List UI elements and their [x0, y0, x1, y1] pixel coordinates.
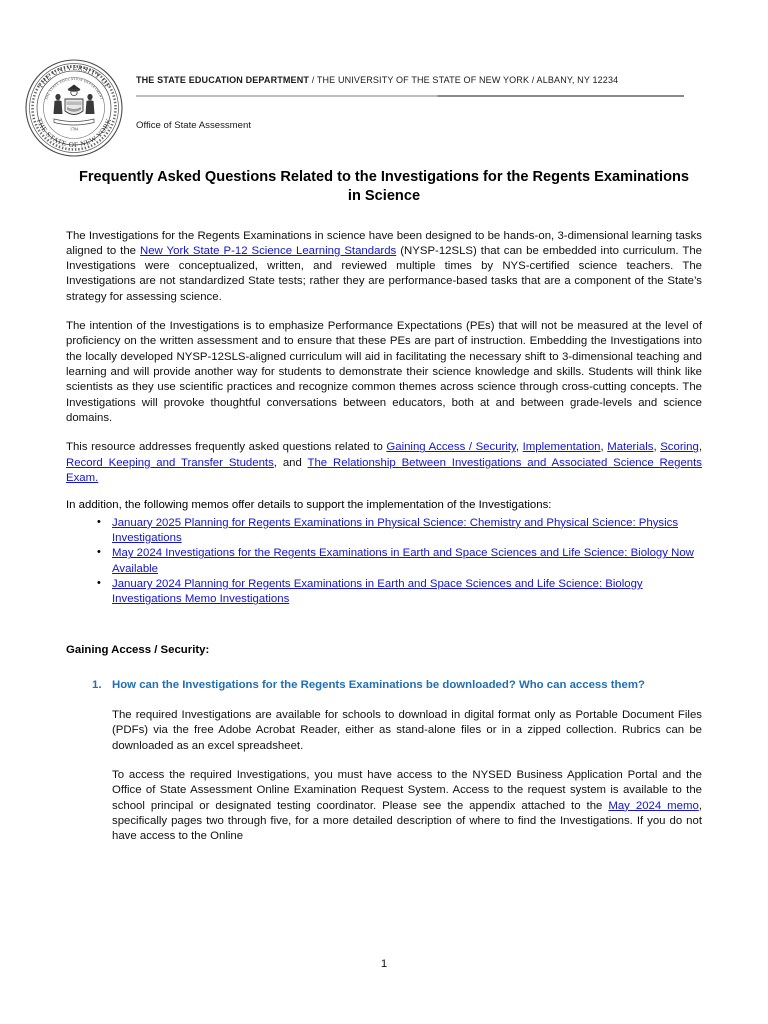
intro-paragraph-1: [66, 229, 702, 306]
faq-item-1: [66, 678, 702, 845]
faq-question-number: 1.: [92, 678, 102, 691]
letterhead-department: THE STATE EDUCATION DEPARTMENT: [136, 75, 310, 85]
faq-question-1: [66, 678, 702, 693]
link-record-keeping-transfer-students[interactable]: Record Keeping and Transfer Students: [66, 456, 274, 469]
bullet-icon: •: [97, 546, 101, 559]
page-title: Frequently Asked Questions Related to the Investigations for the Regents Examinations in Science: [78, 169, 690, 205]
faq-answer-2-part1: To access the required Investigations, you must have access to the NYSED Business Application Portal and the Office of State Assessment Online Examination Request System. Access to the request system is available to the school principal or designated testing coordinator. Please see the appendix attached to the: [112, 768, 702, 812]
page-number: 1: [380, 958, 388, 970]
link-memo-may-2024[interactable]: May 2024 Investigations for the Regents Examinations in Earth and Space Sciences and Life Science: Biology Now Available: [112, 547, 694, 575]
section-heading-gaining-access: Gaining Access / Security:: [66, 643, 210, 656]
document-body: [66, 168, 702, 845]
letterhead-office: Office of State Assessment: [136, 120, 252, 131]
svg-text:THE STATE EDUCATION DEPARTMENT: THE STATE EDUCATION DEPARTMENT: [44, 76, 104, 101]
link-memo-january-2024[interactable]: January 2024 Planning for Regents Examinations in Earth and Space Sciences and Life Science: Biology Investigations Memo Investigations: [112, 578, 643, 606]
link-may-2024-memo[interactable]: May 2024 memo: [608, 799, 699, 812]
memo-link-list: [66, 516, 702, 608]
link-relationship-investigations-regents-exam[interactable]: The Relationship Between Investigations and Associated Science Regents Exam.: [66, 456, 702, 485]
bullet-icon: •: [97, 577, 101, 590]
intro-paragraph-3: [66, 440, 702, 486]
sep-4: ,: [698, 441, 702, 454]
letterhead-affiliation: / THE UNIVERSITY OF THE STATE OF NEW YORK / ALBANY, NY 12234: [309, 75, 619, 85]
sep-5: , and: [273, 456, 308, 469]
faq-question-text: How can the Investigations for the Regents Examinations be downloaded? Who can access them?: [112, 678, 645, 691]
letterhead-org-line: [136, 75, 679, 85]
seal-year: 1784: [70, 126, 78, 132]
faq-answer-1-paragraph-2: [112, 768, 702, 845]
sep-1: ,: [515, 441, 523, 454]
faq-answer-2-part2: , specifically pages two through five, for a more detailed description of where to find the Investigations. If you do not have access to the Online: [112, 799, 702, 843]
list-item: [66, 516, 702, 547]
link-materials[interactable]: Materials: [607, 441, 654, 454]
nysed-seal-icon: [24, 58, 124, 158]
intro-p1-part1: The Investigations for the Regents Examinations in science have been designed to be hands-on, 3-dimensional learning tasks aligned to the: [66, 229, 702, 257]
svg-text:THE STATE OF NEW YORK: THE STATE OF NEW YORK: [34, 117, 114, 150]
intro-paragraph-2: The intention of the Investigations is to emphasize Performance Expectations (PEs) that will not be measured at the level of proficiency on the written assessment and to ensure that these PEs are part of instruction. Embedding the Investigations into the locally developed NYSP-12SLS-aligned curriculum will aid in facilitating the necessary shift to 3-dimensional teaching and learning and will provide another way for students to demonstrate their science knowledge and skills. Students will think like scientists as they use scientific practices and recognize common themes across science through cross-cutting concepts. The Investigations will provoke thoughtful conversations between educators, both at and between grade-levels and science domains.: [66, 320, 702, 425]
faq-answer-1-paragraph-1: The required Investigations are available for schools to download in digital format only as Portable Document Files (PDFs) via the free Adobe Acrobat Reader, either as stand-alone files or in a zipped collection. Rubrics can be downloaded as an excel spreadsheet.: [112, 709, 702, 752]
list-item: [66, 546, 702, 577]
link-nys-science-learning-standards[interactable]: New York State P-12 Science Learning Standards: [140, 244, 397, 257]
link-memo-january-2025[interactable]: January 2025 Planning for Regents Examinations in Physical Science: Chemistry and Physical Science: Physics Investigations: [112, 516, 679, 545]
intro-p1-part2: (NYSP-12SLS) that can be embedded into curriculum. The Investigations were conceptualized, written, and reviewed multiple times by NYS-certified science teachers. The Investigations are not standardized State tests; rather they are performance-based tasks that are a component of the State’s strategy for assessing science.: [66, 244, 702, 303]
link-implementation[interactable]: Implementation: [522, 441, 601, 454]
svg-text:THE UNIVERSITY OF: THE UNIVERSITY OF: [36, 63, 112, 90]
intro-p3-lead: This resource addresses frequently asked questions related to: [66, 441, 387, 454]
link-gaining-access-security[interactable]: Gaining Access / Security: [386, 441, 516, 454]
link-scoring[interactable]: Scoring: [660, 441, 699, 454]
sep-3: ,: [653, 441, 661, 454]
bullet-icon: •: [97, 515, 101, 528]
letterhead-divider: [136, 95, 684, 97]
sep-2: ,: [600, 441, 608, 454]
memos-intro: In addition, the following memos offer details to support the implementation of the Investigations:: [66, 499, 552, 512]
list-item: [66, 577, 702, 608]
letterhead-text: [136, 75, 696, 85]
letterhead: [0, 55, 768, 155]
